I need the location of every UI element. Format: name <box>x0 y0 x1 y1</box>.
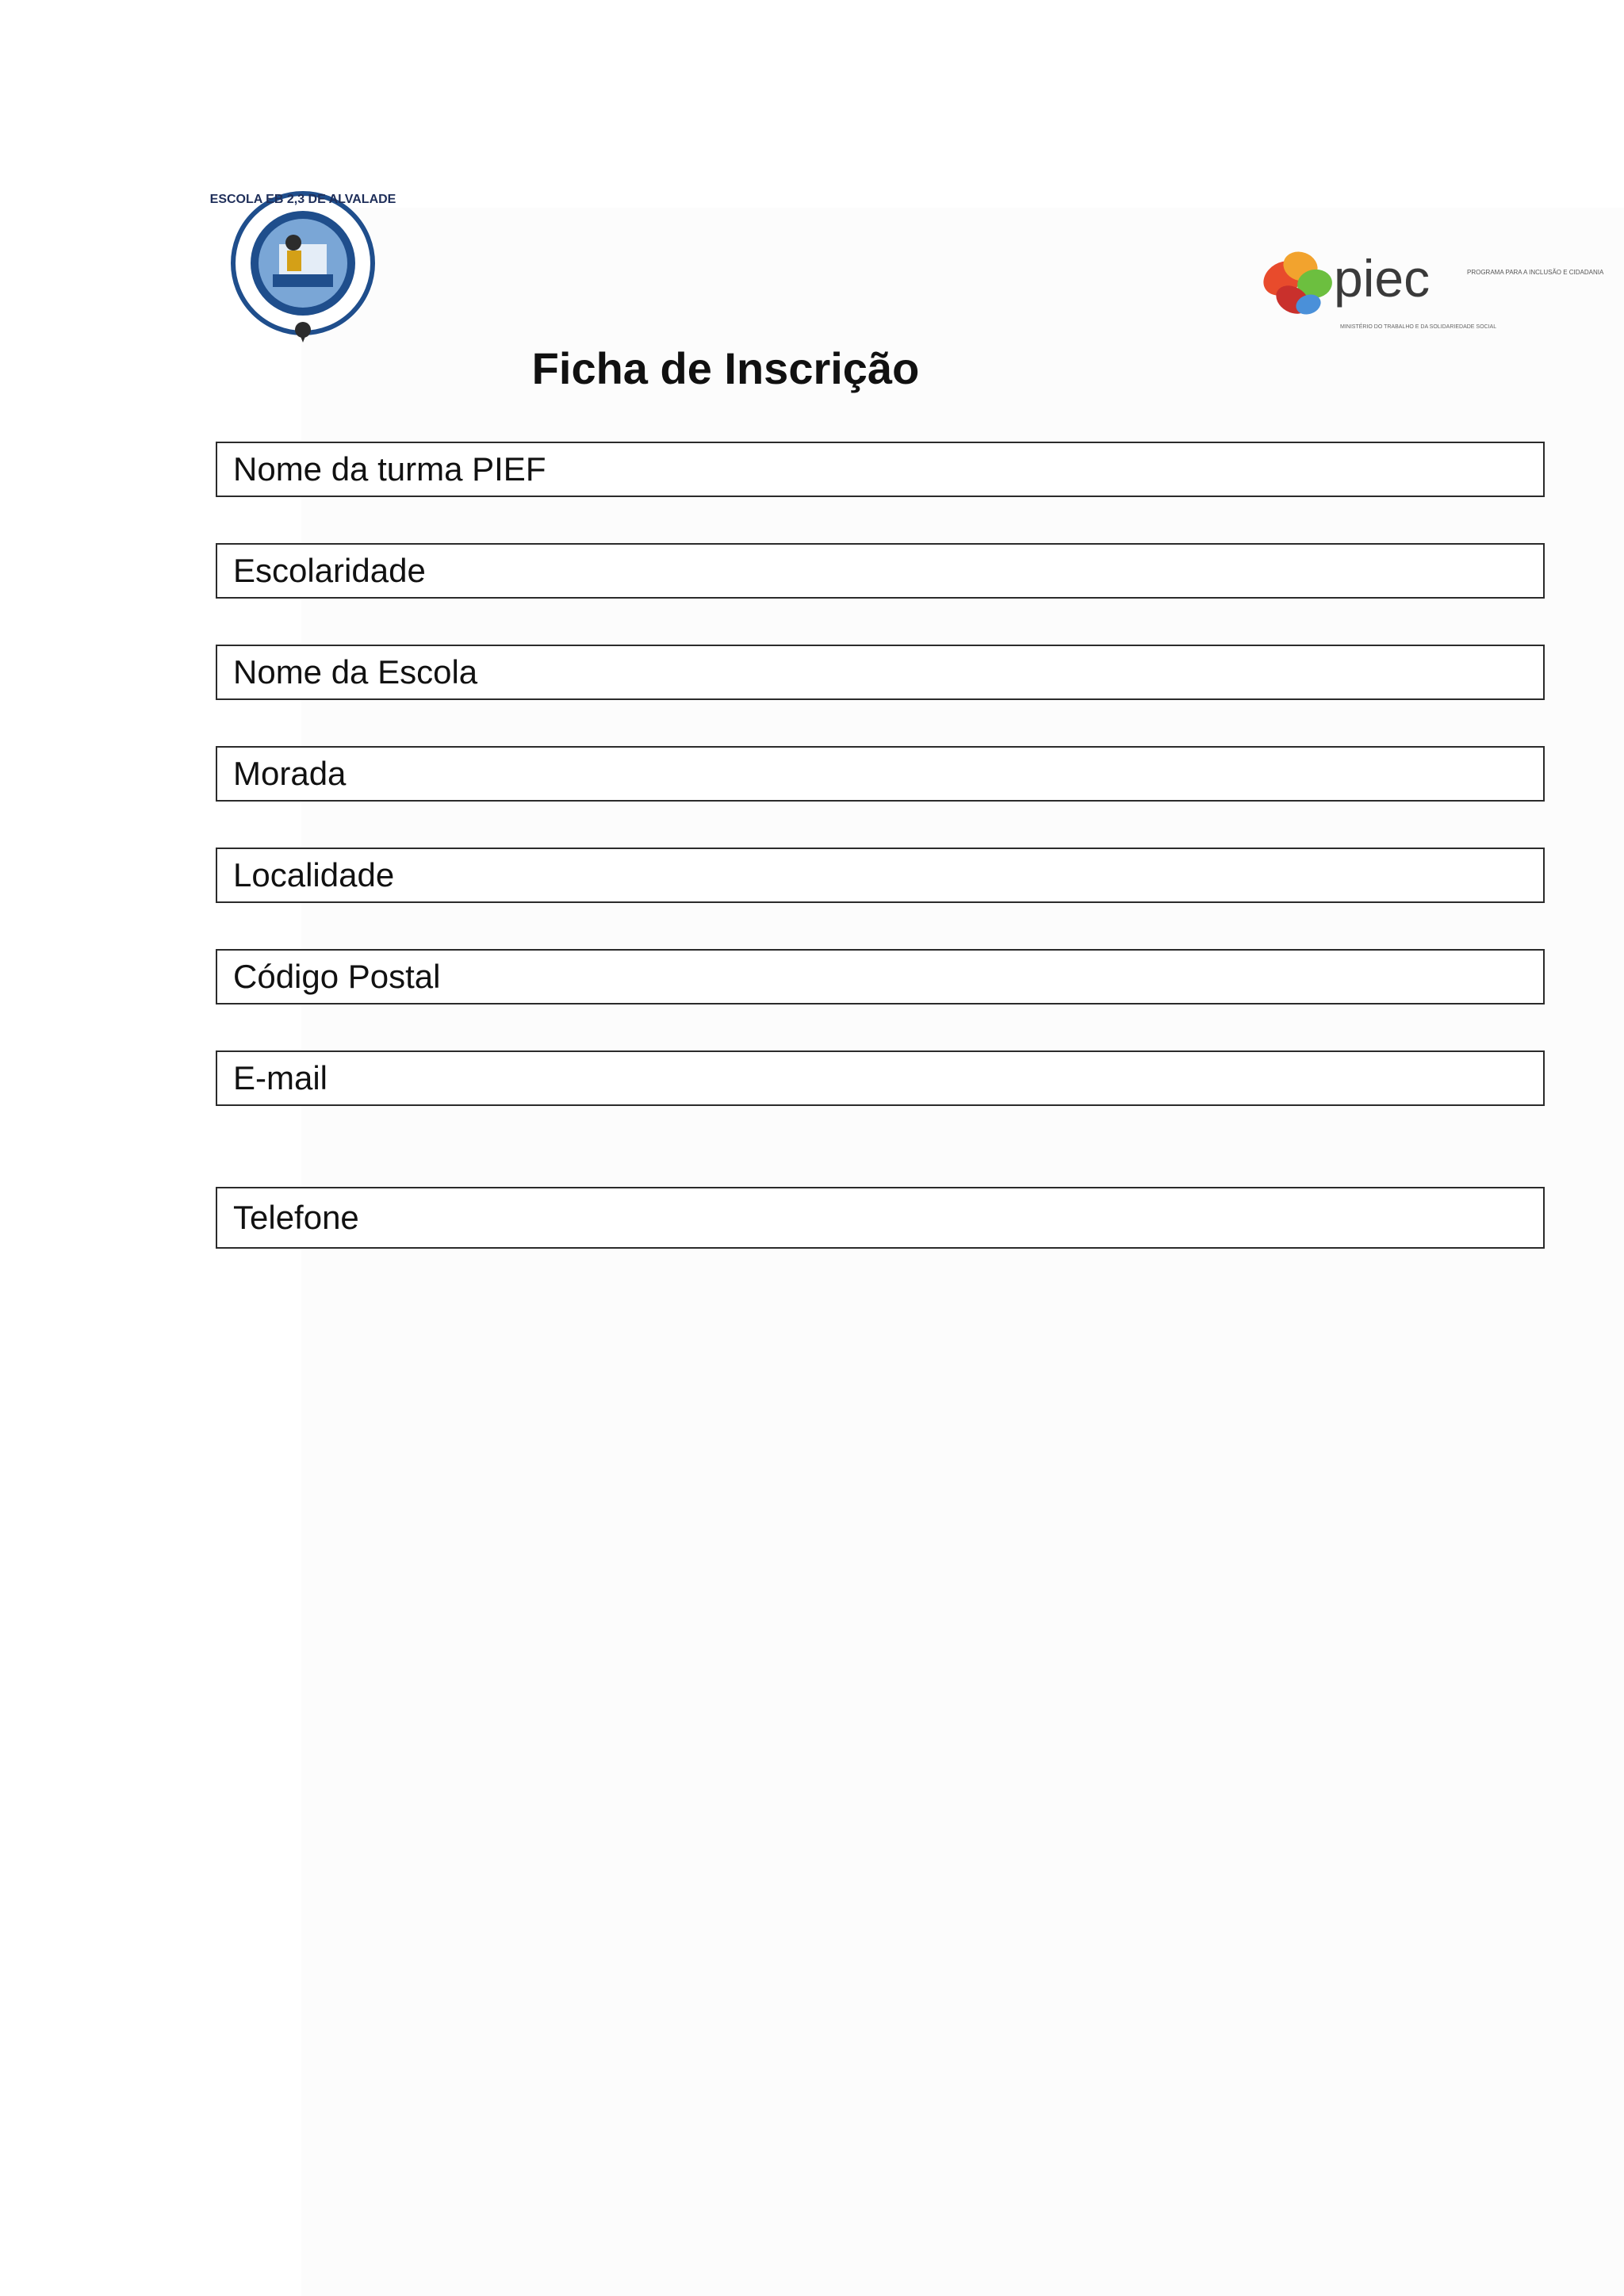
field-label: Morada <box>233 755 347 792</box>
piec-ministry: MINISTÉRIO DO TRABALHO E DA SOLIDARIEDADE SOCIAL <box>1340 324 1497 330</box>
field-label: Nome da Escola <box>233 653 478 691</box>
field-nome-da-turma-pief[interactable] <box>216 442 1545 497</box>
field-email[interactable] <box>216 1050 1545 1106</box>
page-background-shade <box>301 208 1624 2296</box>
piec-logo-icon <box>1253 235 1604 338</box>
school-emblem-lettering: ESCOLA EB 2,3 DE ALVALADE <box>209 193 396 206</box>
piec-wordmark: piec <box>1334 249 1431 308</box>
page-title: Ficha de Inscrição <box>531 343 920 393</box>
field-morada[interactable] <box>216 746 1545 802</box>
piec-tagline: PROGRAMA PARA A INCLUSÃO E CIDADANIA <box>1467 269 1604 276</box>
field-codigo-postal[interactable] <box>216 949 1545 1004</box>
field-label: Telefone <box>233 1199 359 1236</box>
field-label: E-mail <box>233 1059 328 1096</box>
field-label: Código Postal <box>233 958 441 995</box>
field-label: Escolaridade <box>233 552 426 589</box>
field-localidade[interactable] <box>216 848 1545 903</box>
field-label: Nome da turma PIEF <box>233 450 546 488</box>
field-nome-da-escola[interactable] <box>216 645 1545 700</box>
colored-hands-icon <box>1257 247 1334 320</box>
field-escolaridade[interactable] <box>216 543 1545 599</box>
field-label: Localidade <box>233 856 395 894</box>
field-telefone[interactable] <box>216 1187 1545 1249</box>
school-emblem-icon <box>209 187 396 346</box>
